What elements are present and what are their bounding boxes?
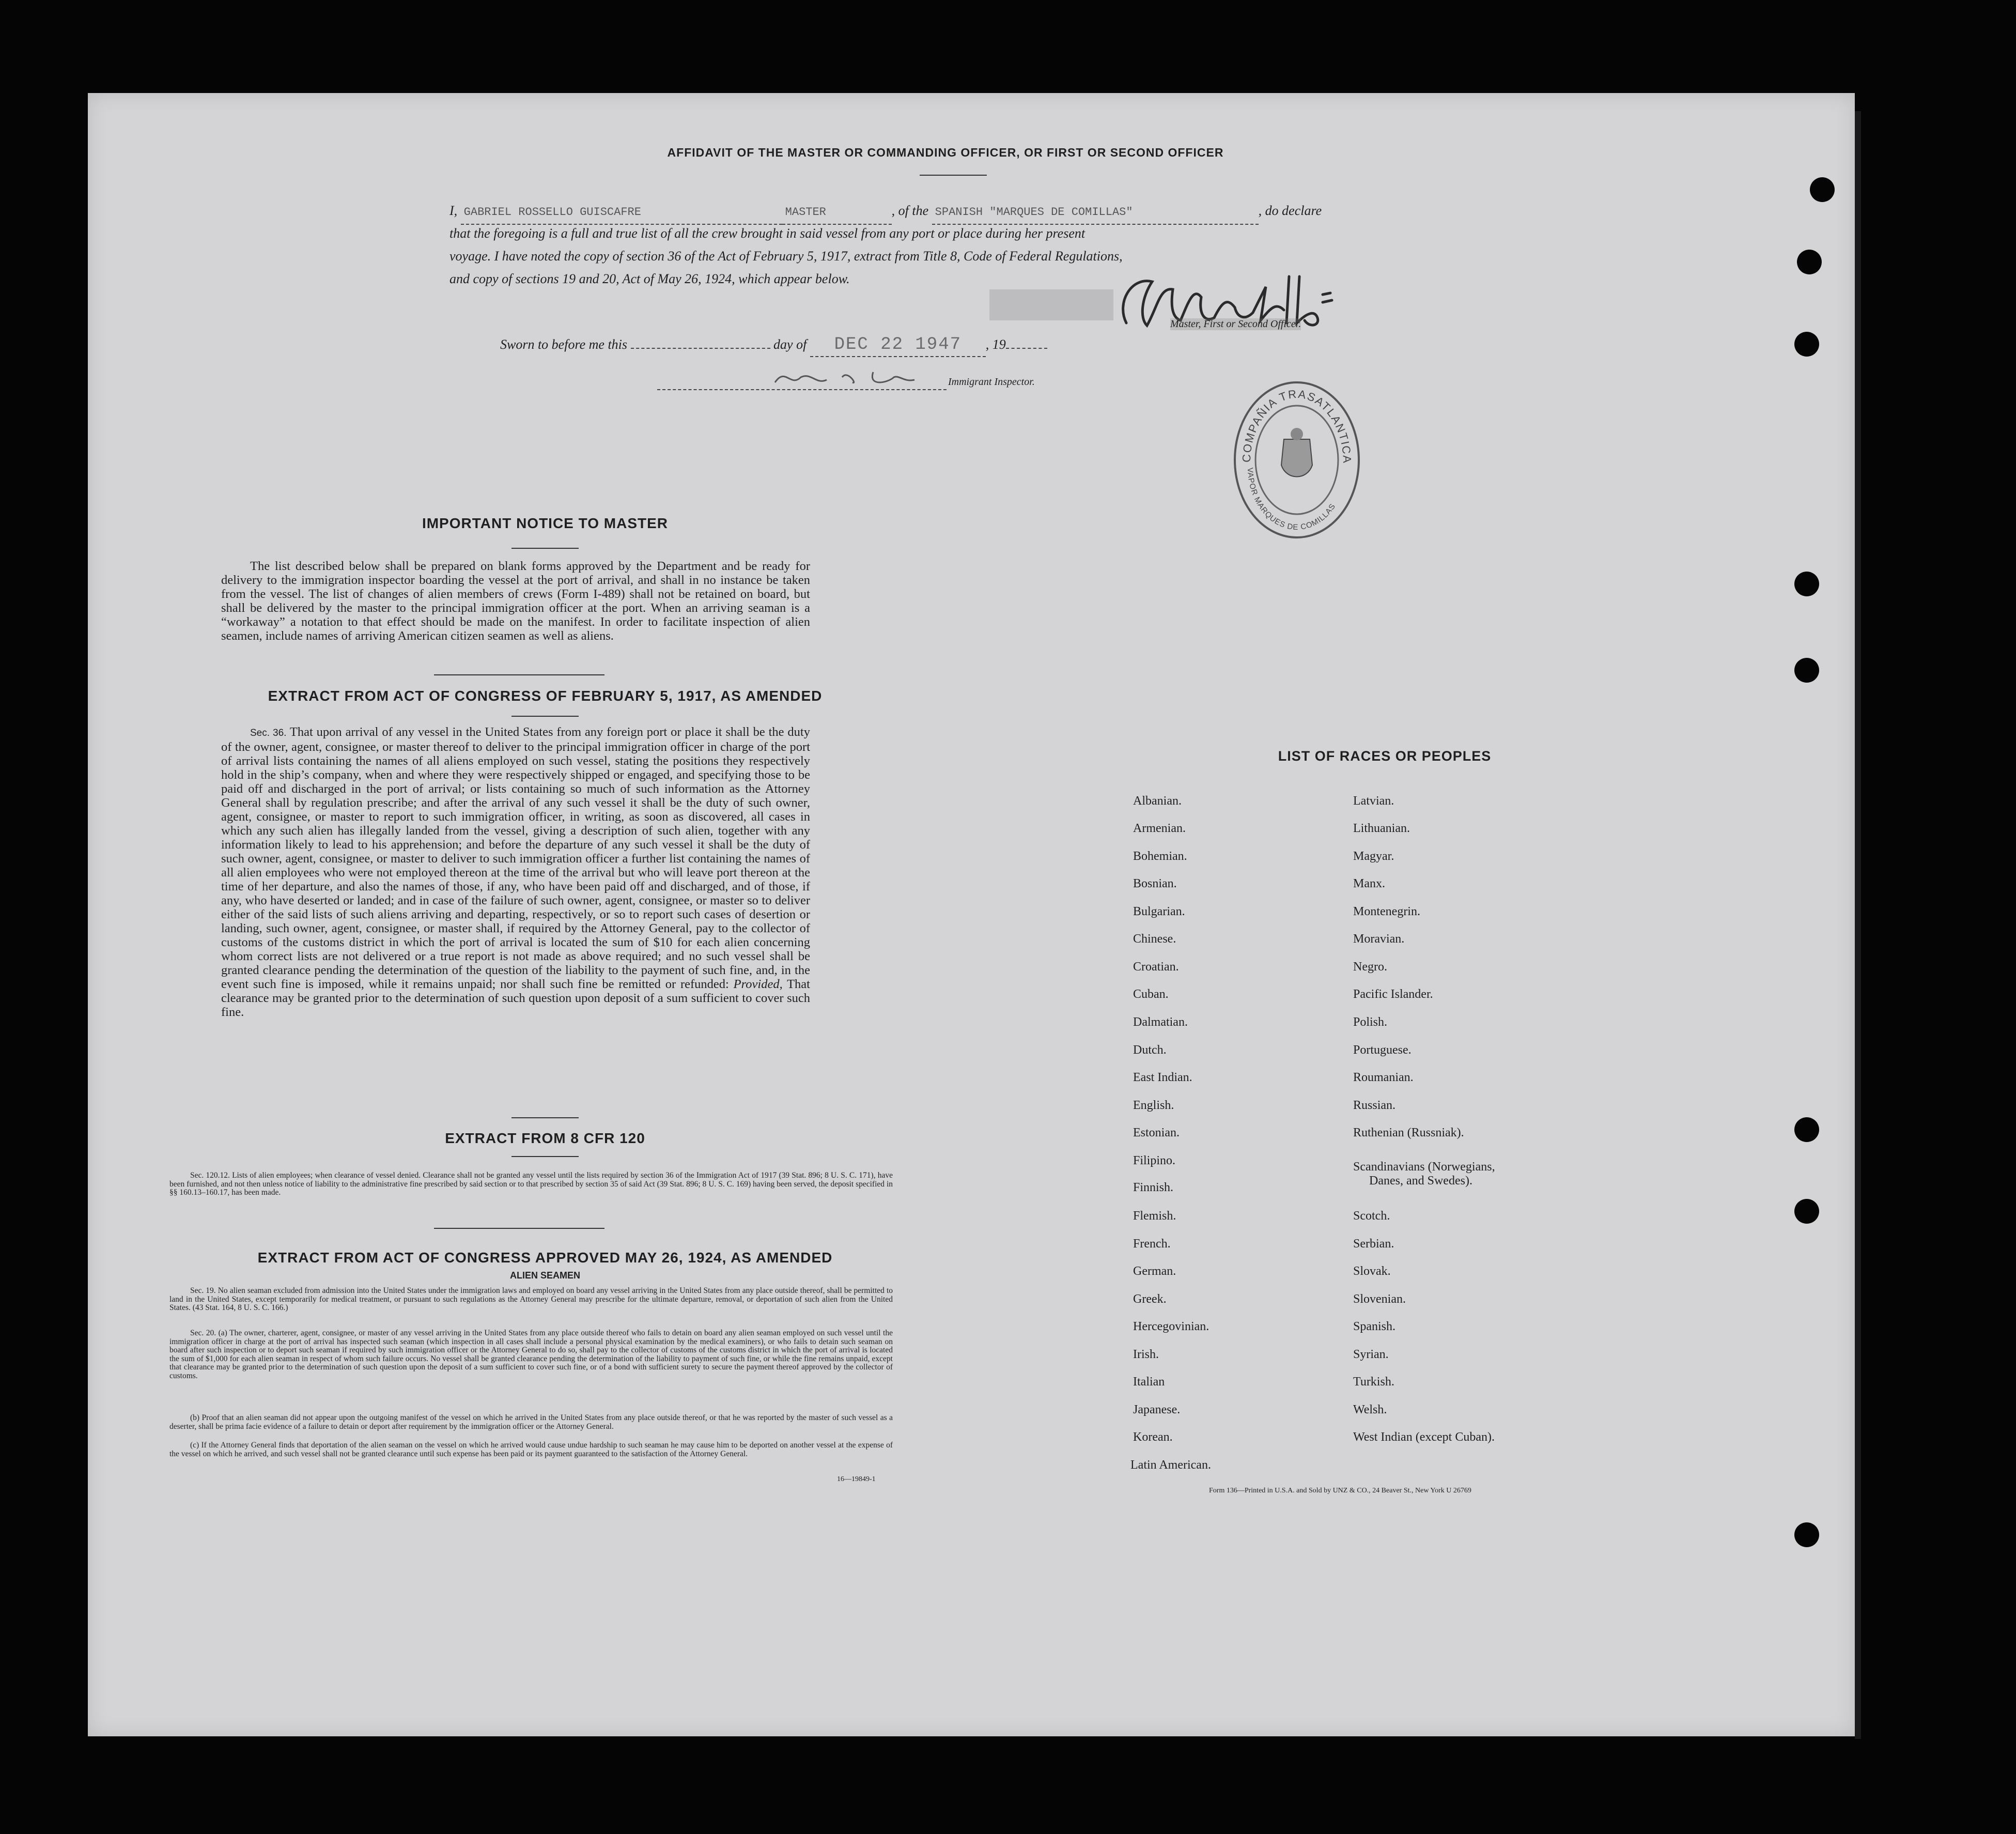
master-signature-caption: Master, First or Second Officer. xyxy=(1170,318,1301,330)
race-item: Italian xyxy=(1133,1375,1165,1389)
binder-hole xyxy=(1794,572,1819,596)
inspector-signature xyxy=(770,362,925,393)
print-code: 16—19849-1 xyxy=(837,1475,876,1483)
notice-body: The list described below shall be prepared on blank forms approved by the Department and be ready for delivery to the immigration inspector boarding the vessel at the port of arrival, and shall in no instance be taken from the vessel. The list of changes of alien members of crews (Form I-489) shall not be retained on board, but shall be delivered by the master to the principal immigration officer at the port. When an arriving seaman is a “workaway” a notation to that effect should be made on the manifest. In order to facilitate inspection of alien seamen, include names of arriving American citizen seamen as well as aliens. xyxy=(221,559,810,643)
divider xyxy=(920,175,987,176)
affidavit-declaration: I, GABRIEL ROSSELLO GUISCAFRE MASTER , of the SPANISH "MARQUES DE COMILLAS" , do declare xyxy=(449,199,1431,225)
race-item: Slovak. xyxy=(1353,1265,1391,1278)
binder-hole xyxy=(1794,332,1819,357)
race-item: Flemish. xyxy=(1133,1209,1176,1223)
extract-1924-title: EXTRACT FROM ACT OF CONGRESS APPROVED MAY 26, 1924, AS AMENDED xyxy=(257,1250,833,1266)
race-item: Bosnian. xyxy=(1133,877,1177,890)
rank-field: MASTER xyxy=(782,201,892,225)
extract-1917-title: EXTRACT FROM ACT OF CONGRESS OF FEBRUARY 5, 1917, AS AMENDED xyxy=(268,688,823,704)
extract-1924-sec20b: (b) Proof that an alien seaman did not appear upon the outgoing manifest of the vessel on which he arrived in the United States from any place outside thereof, or that he was reported by the master of such vessel as a deserter, shall be prima facie evidence of a failure to detain or deport after requirement by the immigration officer or the Attorney General. xyxy=(169,1413,893,1431)
race-item: Armenian. xyxy=(1133,822,1186,835)
race-item: Scandinavians (Norwegians, xyxy=(1353,1160,1495,1174)
race-item: Greek. xyxy=(1133,1292,1167,1306)
race-item: Bohemian. xyxy=(1133,850,1187,863)
binder-hole xyxy=(1794,1117,1819,1142)
race-item: Montenegrin. xyxy=(1353,905,1420,918)
binder-hole xyxy=(1794,658,1819,683)
stamp-bottom-text: VAPOR MARQUES DE COMILLAS xyxy=(1245,467,1338,532)
extract-1924-sec19: Sec. 19. No alien seaman excluded from admission into the United States under the immigration laws and employed on board any vessel arriving in the United States from any place outside thereof, shall be permitted to land in the United States, except temporarily for medical treatment, or pursuant to such regulations as the Attorney General may prescribe for the ultimate departure, removal, or deportation of such alien from the United States. (43 Stat. 164, 8 U. S. C. 166.) xyxy=(169,1286,893,1312)
binder-hole xyxy=(1797,250,1822,274)
race-item: Welsh. xyxy=(1353,1403,1387,1416)
race-item: Dutch. xyxy=(1133,1043,1167,1057)
race-item: Irish. xyxy=(1133,1348,1159,1361)
race-item: Filipino. xyxy=(1133,1154,1176,1167)
race-item: German. xyxy=(1133,1265,1176,1278)
affidavit-title: AFFIDAVIT OF THE MASTER OR COMMANDING OFFICER, OR FIRST OR SECOND OFFICER xyxy=(667,146,1224,159)
race-item: Bulgarian. xyxy=(1133,905,1185,918)
race-item: English. xyxy=(1133,1099,1174,1112)
binder-hole xyxy=(1794,1199,1819,1224)
race-item: Dalmatian. xyxy=(1133,1015,1188,1029)
race-item: Finnish. xyxy=(1133,1181,1174,1194)
affidavit-line-4: and copy of sections 19 and 20, Act of May 26, 1924, which appear below. xyxy=(449,271,850,286)
form-footer: Form 136—Printed in U.S.A. and Sold by UNZ & CO., 24 Beaver St., New York U 26769 xyxy=(1209,1487,1471,1494)
race-item: Croatian. xyxy=(1133,960,1179,974)
race-item: Manx. xyxy=(1353,877,1385,890)
race-item: Moravian. xyxy=(1353,932,1405,946)
race-item: Chinese. xyxy=(1133,932,1176,946)
race-item: Magyar. xyxy=(1353,850,1394,863)
date-stamp: DEC 22 1947 xyxy=(834,335,962,355)
inspector-caption: Immigrant Inspector. xyxy=(948,376,1035,388)
race-item: Turkish. xyxy=(1353,1375,1394,1389)
race-item: West Indian (except Cuban). xyxy=(1353,1430,1495,1444)
divider xyxy=(434,1228,604,1229)
extract-1924-sec20c: (c) If the Attorney General finds that deportation of the alien seaman on the vessel on which he arrived would cause undue hardship to such seaman he may cause him to be deported on another vessel at the expense of the vessel on which he arrived, and such vessel shall not be granted clearance until such expense has been paid or its payment guaranteed to the satisfaction of the Attorney General. xyxy=(169,1441,893,1458)
crest-icon xyxy=(1281,428,1312,477)
vessel-field: SPANISH "MARQUES DE COMILLAS" xyxy=(932,201,1259,225)
race-item: Slovenian. xyxy=(1353,1292,1406,1306)
race-item: Spanish. xyxy=(1353,1320,1396,1333)
master-name-field: GABRIEL ROSSELLO GUISCAFRE xyxy=(461,201,782,225)
alien-seamen-subtitle: ALIEN SEAMEN xyxy=(509,1270,580,1281)
race-item: Albanian. xyxy=(1133,794,1182,808)
divider xyxy=(434,674,604,675)
divider xyxy=(511,716,579,717)
divider xyxy=(511,1117,579,1118)
race-item: Cuban. xyxy=(1133,988,1169,1001)
race-item: Syrian. xyxy=(1353,1348,1389,1361)
race-item: Estonian. xyxy=(1133,1126,1180,1139)
extract-1924-sec20a: Sec. 20. (a) The owner, charterer, agent, consignee, or master of any vessel arriving in the United States from any place outside thereof who fails to detain on board any alien seaman employed on such vessel until the immigration officer in charge at the port of arrival has inspected such seaman (which inspection in all cases shall include a personal physical examination by the medical examiners), or who fails to detain such seaman on board after such inspection or to deport such seaman if required by such immigration officer or the Attorney General to do so, shall pay to the collector of customs of the customs district in which the port of arrival is located the sum of $1,000 for each alien seaman in respect of whom such failure occurs. No vessel shall be granted clearance pending the determination of the liability to payment of such fine, or while the fine remains unpaid, except that clearance may be granted prior to the determination of such question upon the deposit of a sum sufficient to cover such fine, or of a bond with sufficient surety to secure the payment thereof approved by the collector of customs. xyxy=(169,1329,893,1380)
divider xyxy=(511,548,579,549)
company-stamp xyxy=(1230,377,1364,543)
sworn-date-field xyxy=(810,333,986,357)
race-item: Negro. xyxy=(1353,960,1387,974)
affidavit-line-3: voyage. I have noted the copy of section 36 of the Act of February 5, 1917, extract from Title 8, Code of Federal Regulations, xyxy=(449,249,1123,264)
race-item: Ruthenian (Russniak). xyxy=(1353,1126,1464,1139)
extract-1917-body: Sec. 36. That upon arrival of any vessel in the United States from any foreign port or place it shall be the duty of the owner, agent, consignee, or master thereof to deliver to the principal immigration officer in charge of the port of arrival lists containing the names of all aliens employed on such vessel, stating the positions they respectively hold in the ship’s company, when and where they were respectively shipped or engaged, and specifying those to be paid off and discharged in the port of arrival; or lists containing so much of such information as the Attorney General shall by regulation prescribe; and after the arrival of any such vessel it shall be the duty of such owner, agent, consignee, or master to report to such immigration officer, in writing, as soon as discovered, all cases in which any such alien has illegally landed from the vessel, giving a description of such alien, together with any information likely to lead to his apprehension; and before the departure of any such vessel it shall be the duty of such owner, agent, consignee, or master to deliver to such immigration officer a further list containing the names of all alien employees who were not employed thereon at the time of the arrival but who will leave port thereon at the time of her departure, and also the names of those, if any, who have been paid off and discharged, and of those, if any, who have deserted or landed; and in case of the failure of such owner, agent, consignee, or master so to deliver either of the said lists of such aliens arriving and departing, respectively, or so to report such cases of desertion or landing, such owner, agent, consignee, or master shall, if required by the Attorney General, pay to the collector of customs of the customs district in which the port of arrival is located the sum of $10 for each alien concerning whom correct lists are not delivered or a true report is not made as above required; and no such vessel shall be granted clearance pending the determination of the question of the liability to the payment of such fine, and, in the event such fine is imposed, while it remains unpaid; nor shall such fine be remitted or refunded: Provided, That clearance may be granted prior to the determination of such question upon deposit of a sum sufficient to cover such fine. xyxy=(221,725,810,1019)
race-item: Danes, and Swedes). xyxy=(1369,1174,1472,1188)
affidavit-line-2: that the foregoing is a full and true list of all the crew brought in said vessel from any port or place during her present xyxy=(449,226,1085,241)
notice-title: IMPORTANT NOTICE TO MASTER xyxy=(422,515,669,531)
race-item: Russian. xyxy=(1353,1099,1396,1112)
extract-cfr-title: EXTRACT FROM 8 CFR 120 xyxy=(445,1130,645,1146)
race-item: Serbian. xyxy=(1353,1237,1394,1251)
faded-stamp-mark xyxy=(989,289,1113,320)
extract-cfr-body: Sec. 120.12. Lists of alien employees; when clearance of vessel denied. Clearance shall not be granted any vessel until the lists required by section 36 of the Immigration Act of 1917 (39 Stat. 896; 8 U. S. C. 171), have been furnished, and not then unless notice of liability to the administrative fine prescribed by said section or to that prescribed by section 35 of said Act (39 Stat. 896; 8 U. S. C. 169) having been served, the deposit specified in §§ 160.13–160.17, has been made. xyxy=(169,1171,893,1197)
race-item: East Indian. xyxy=(1133,1071,1192,1084)
races-title: LIST OF RACES OR PEOPLES xyxy=(1278,748,1492,764)
binder-hole xyxy=(1810,177,1835,202)
page-edge-shadow xyxy=(1855,111,1861,1739)
divider xyxy=(511,1156,579,1157)
race-item: Roumanian. xyxy=(1353,1071,1414,1084)
race-item: Portuguese. xyxy=(1353,1043,1412,1057)
sworn-line: Sworn to before me this day of DEC 22 1947 , 19 xyxy=(500,333,1482,357)
race-item: Latvian. xyxy=(1353,794,1394,808)
race-item: Pacific Islander. xyxy=(1353,988,1433,1001)
race-item: Latin American. xyxy=(1130,1458,1211,1472)
stamp-top-text: COMPAÑIA TRASATLANTICA xyxy=(1239,387,1354,465)
race-item: Scotch. xyxy=(1353,1209,1390,1223)
race-item: Polish. xyxy=(1353,1015,1388,1029)
binder-hole xyxy=(1794,1522,1819,1547)
race-item: Hercegovinian. xyxy=(1133,1320,1209,1333)
sworn-day-field xyxy=(631,348,770,349)
race-item: Lithuanian. xyxy=(1353,822,1410,835)
race-item: Japanese. xyxy=(1133,1403,1181,1416)
race-item: French. xyxy=(1133,1237,1171,1251)
race-item: Korean. xyxy=(1133,1430,1173,1444)
